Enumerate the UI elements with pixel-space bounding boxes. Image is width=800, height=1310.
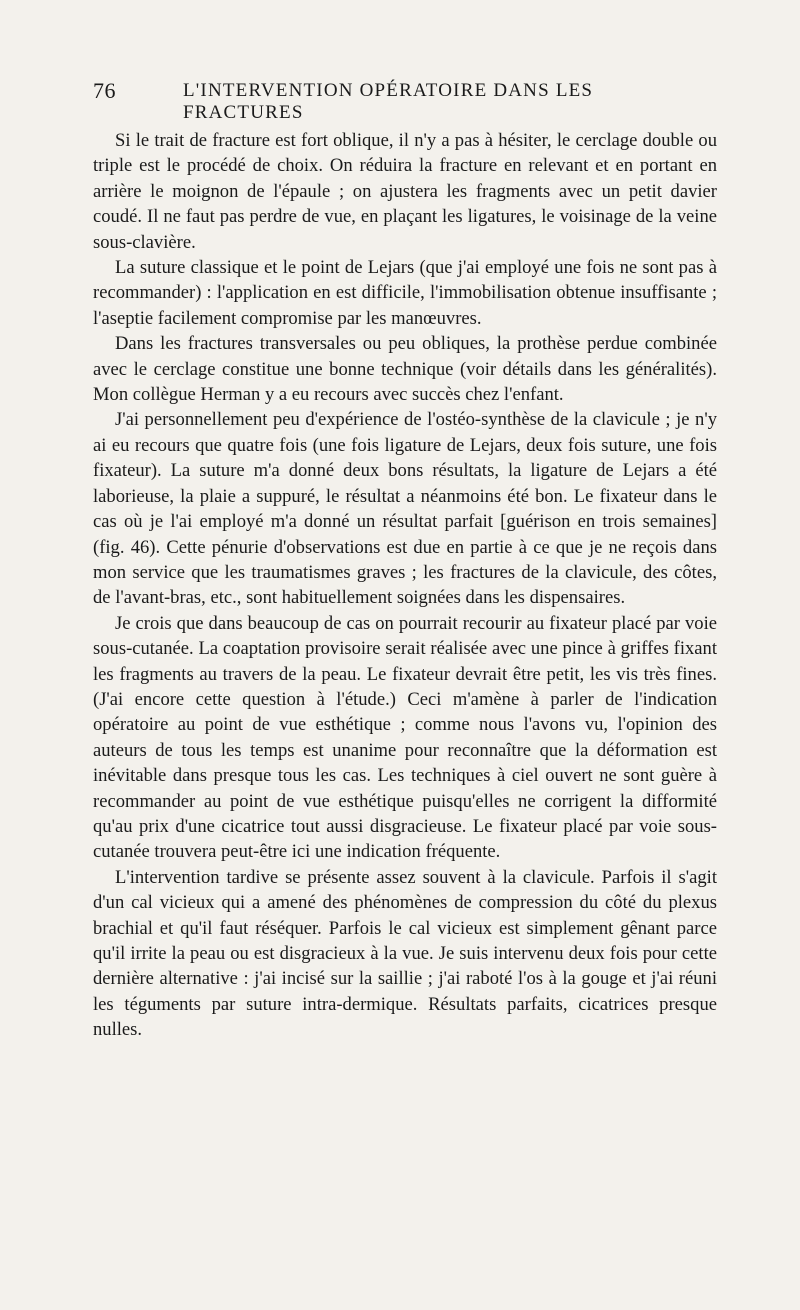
paragraph-cerclage: Si le trait de fracture est fort oblique, il n'y a pas à hésiter, le cerclage double ou triple est le procédé de choix. On réduira la fracture en relevant et en portant en arrière le moignon de l'épaule ; on ajustera les fragments avec un petit davier coudé. Il ne faut pas perdre de vue, en plaçant les ligatures, le voisinage de la veine sous-clavière.	[93, 130, 717, 253]
paragraph-lejars: La suture classique et le point de Lejars (que j'ai employé une fois ne sont pas à recommander) : l'application en est difficile, l'immobilisation obtenue insuffisante ; l'aseptie facilement compromise par les manœuvres.	[93, 257, 717, 329]
paragraph-transversales: Dans les fractures transversales ou peu obliques, la prothèse perdue combinée avec le cerclage constitue une bonne technique (voir détails dans les généralités). Mon collègue Herman y a eu recours avec succès chez l'enfant.	[93, 333, 717, 406]
paragraph-intervention-tardive: L'intervention tardive se présente assez souvent à la clavicule. Parfois il s'agit d'un cal vicieux qui a amené des phénomènes de compression du côté du plexus brachial et qu'il faut réséquer. Parfois le cal vicieux est simplement gênant parce qu'il irrite la peau ou est disgracieux à la vue. Je suis intervenu deux fois pour cette dernière alternative : j'ai incisé sur la saillie ; j'ai raboté l'os à la gouge et j'ai réuni les téguments par suture intra-dermique. Résultats parfaits, cicatrices presque nulles.	[93, 866, 717, 1041]
page-number: 76	[93, 78, 116, 103]
page-header	[93, 78, 713, 123]
running-title: L'INTERVENTION OPÉRATOIRE DANS LES FRACTURES	[183, 80, 594, 123]
paragraph-fixateur: Je crois que dans beaucoup de cas on pourrait recourir au fixateur placé par voie sous-cutanée. La coaptation provisoire serait réalisée avec une pince à griffes fixant les fragments au travers de la peau. Le fixateur devrait être petit, les vis très fines. (J'ai encore cette question à l'étude.) Ceci m'amène à parler de l'indication opératoire au point de vue esthétique ; comme nous l'avons vu, l'opinion des auteurs de tous les temps est unanime pour reconnaître que la déformation est inévitable dans presque tous les cas. Les techniques à ciel ouvert ne sont guère à recommander au point de vue esthétique puisqu'elles ne corrigent la difformité qu'au prix d'une cicatrice tout aussi disgracieuse. Le fixateur placé par voie sous-cutanée trouvera peut-être ici une indication fréquente.	[93, 612, 717, 863]
body-text	[93, 128, 717, 1043]
paragraph-experience: J'ai personnellement peu d'expérience de l'ostéo-synthèse de la clavicule ; je n'y ai eu recours que quatre fois (une fois ligature de Lejars, deux fois suture, une fois fixateur). La suture m'a donné deux bons résultats, la ligature de Lejars a été laborieuse, la plaie a suppuré, le résultat a néanmoins été bon. Le fixateur dans le cas où je l'ai employé m'a donné un résultat parfait [guérison en trois semaines] (fig. 46). Cette pénurie d'observations est due en partie à ce que je ne reçois dans mon service que les traumatismes graves ; les fractures de la clavicule, des côtes, de l'avant-bras, etc., sont habituellement soignées dans les dispensaires.	[93, 409, 717, 609]
